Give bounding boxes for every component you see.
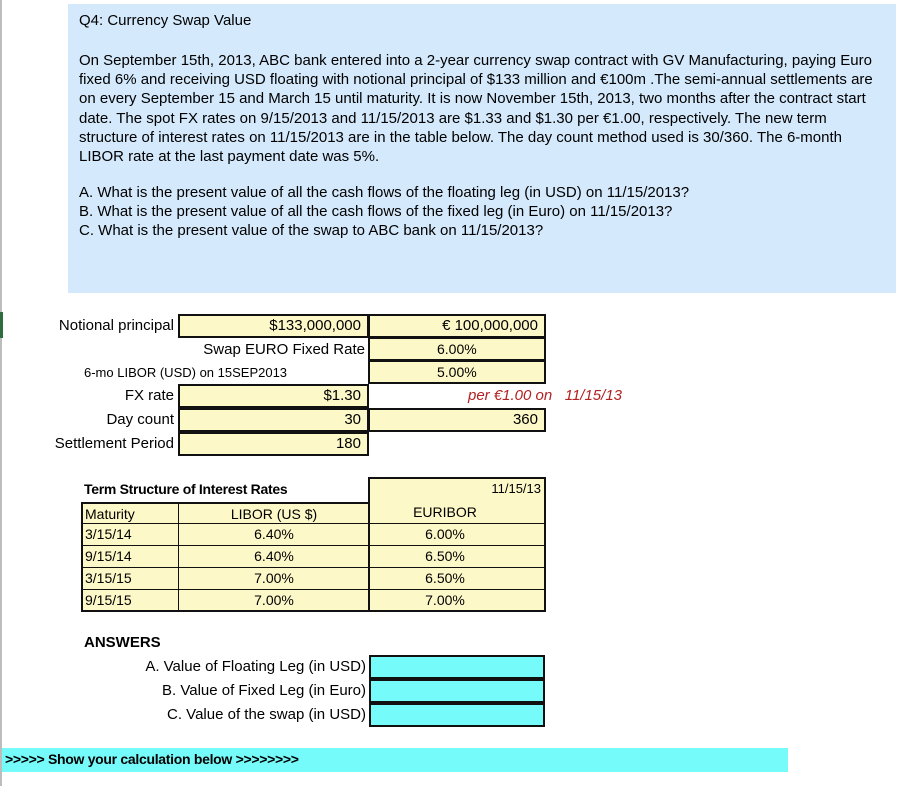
header-libor: LIBOR (US $) <box>179 502 369 524</box>
daycount-numerator-cell[interactable]: 30 <box>178 408 369 432</box>
euribor-rate-cell[interactable]: 6.00% <box>368 524 546 546</box>
question-part-a: A. What is the present value of all the cash flows of the floating leg (in USD) on 11/15/2013? <box>79 184 690 201</box>
libor-rate-cell[interactable]: 6.40% <box>179 546 369 568</box>
notional-usd-cell[interactable]: $133,000,000 <box>178 314 369 338</box>
maturity-cell[interactable]: 3/15/15 <box>81 568 180 590</box>
answer-a-label: A. Value of Floating Leg (in USD) <box>145 658 366 675</box>
answer-b-input[interactable] <box>369 679 545 703</box>
libor-rate-cell[interactable]: 7.00% <box>179 590 369 612</box>
fx-label: FX rate <box>124 387 174 404</box>
question-body: On September 15th, 2013, ABC bank entered into a 2-year currency swap contract with GV Manufacturing, paying Euro fixed 6% and receiving USD floating with notional principal of $133 million and €100m .The semi-annual settlements are on every September 15 and March 15 until maturity. It is now November 15th, 2013, two months after the contract start date. The spot FX rates on 9/15/2013 and 11/15/2013 are $1.33 and $1.30 per €1.00, respectively. The new term structure of interest rates on 11/15/2013 are in the table below. The day count method used is 30/360. The 6-month LIBOR rate at the last payment date was 5%. <box>79 52 873 166</box>
maturity-cell[interactable]: 3/15/14 <box>81 524 180 546</box>
header-maturity: Maturity <box>81 502 180 524</box>
maturity-cell[interactable]: 9/15/14 <box>81 546 180 568</box>
maturity-cell[interactable]: 9/15/15 <box>81 590 180 612</box>
term-structure-title: Term Structure of Interest Rates <box>84 481 288 497</box>
answer-c-label: C. Value of the swap (in USD) <box>167 706 366 723</box>
euro-fixed-label: Swap EURO Fixed Rate <box>203 341 365 358</box>
notional-eur-cell[interactable]: € 100,000,000 <box>368 314 546 338</box>
daycount-label: Day count <box>106 411 174 428</box>
answers-heading: ANSWERS <box>84 634 161 651</box>
libor-label: 6-mo LIBOR (USD) on 15SEP2013 <box>84 365 288 380</box>
euribor-rate-cell[interactable]: 6.50% <box>368 546 546 568</box>
question-part-c: C. What is the present value of the swap to ABC bank on 11/15/2013? <box>79 222 544 239</box>
libor-rate-cell[interactable]: 6.40% <box>179 524 369 546</box>
settlement-label: Settlement Period <box>54 435 174 452</box>
question-parts <box>79 183 689 240</box>
fx-cell[interactable]: $1.30 <box>178 384 369 408</box>
settlement-cell[interactable]: 180 <box>178 432 369 456</box>
euro-fixed-cell[interactable]: 6.00% <box>368 337 546 361</box>
answer-a-input[interactable] <box>369 655 545 679</box>
answer-b-label: B. Value of Fixed Leg (in Euro) <box>162 682 366 699</box>
question-part-b: B. What is the present value of all the cash flows of the fixed leg (in Euro) on 11/15/2013? <box>79 203 673 220</box>
fx-note: per €1.00 on 11/15/13 <box>467 387 622 404</box>
libor-rate-cell[interactable]: 7.00% <box>179 568 369 590</box>
header-euribor: EURIBOR <box>368 502 546 524</box>
euribor-rate-cell[interactable]: 7.00% <box>368 590 546 612</box>
answer-c-input[interactable] <box>369 703 545 727</box>
calculation-banner-text: >>>>> Show your calculation below >>>>>>>> <box>5 751 299 767</box>
libor-cell[interactable]: 5.00% <box>368 360 546 384</box>
question-title: Q4: Currency Swap Value <box>79 12 252 29</box>
calculation-banner <box>2 748 788 772</box>
euribor-rate-cell[interactable]: 6.50% <box>368 568 546 590</box>
daycount-denominator-cell[interactable]: 360 <box>368 408 546 432</box>
notional-label: Notional principal <box>58 317 174 334</box>
term-structure-date: 11/15/13 <box>368 477 546 502</box>
question-box <box>68 4 896 293</box>
